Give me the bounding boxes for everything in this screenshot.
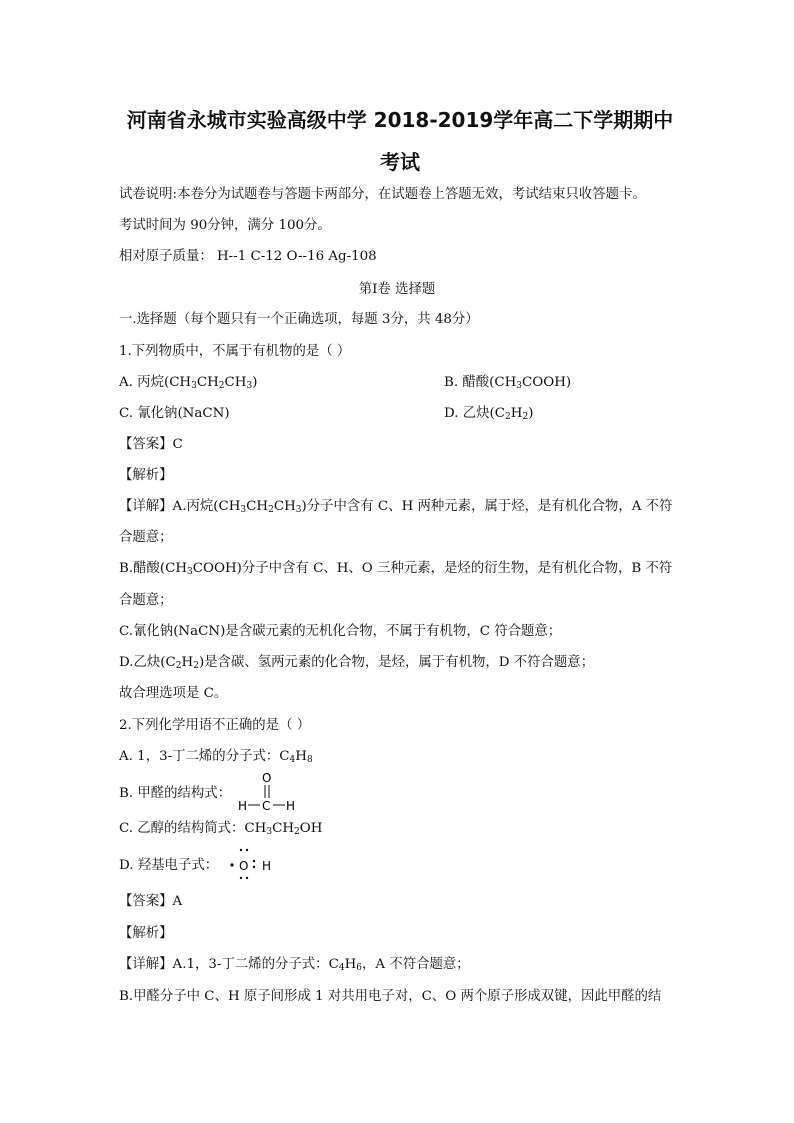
q1-detail-b-cont: 合题意； bbox=[119, 593, 173, 608]
q2-answer: 【答案】A bbox=[119, 894, 183, 909]
q1-detail-b: B.醋酸$(CH_3COOH)$分子中含有 C、H、O 三种元素，是烃的衍生物，是有机化合物，B 不符 bbox=[119, 561, 673, 577]
q1-option-a: A. 丙烷$(CH_3CH_2CH_3)$ bbox=[119, 375, 258, 391]
atomic-masses: 相对原子质量： H--1 C-12 O--16 Ag-108 bbox=[119, 249, 377, 264]
structure-hydrogen-left: H bbox=[238, 799, 248, 813]
section-heading: 一.选择题（每个题只有一个正确选项，每题 3分，共 48分） bbox=[119, 312, 479, 327]
hydroxyl-electron-structure bbox=[228, 846, 278, 882]
q2-detail-a: 【详解】A.1，3-丁二烯的分子式：$C_4H_6$，A 不符合题意； bbox=[119, 957, 470, 973]
q1-option-c: C. 氰化钠(NaCN) bbox=[119, 406, 230, 421]
q2-option-c: C. 乙醇的结构简式：$CH_3CH_2OH$ bbox=[119, 821, 323, 837]
structure-hydrogen-right: H bbox=[286, 799, 296, 813]
electron-hydrogen: H bbox=[262, 859, 272, 873]
exam-description: 试卷说明:本卷分为试题卷与答题卡两部分，在试题卷上答题无效，考试结束只收答题卡。 bbox=[119, 187, 646, 202]
q2-detail-b: B.甲醛分子中 C、H 原子间形成 1 对共用电子对，C、O 两个原子形成双键，因此甲醛的结 bbox=[119, 989, 662, 1004]
q1-conclusion: 故合理选项是 C。 bbox=[119, 686, 228, 701]
exam-time: 考试时间为 90分钟，满分 100分。 bbox=[119, 218, 331, 233]
q1-option-d: D. 乙炔$(C_2H_2)$ bbox=[444, 406, 534, 422]
electron-oxygen: O bbox=[239, 859, 249, 873]
document-title: 河南省永城市实验高级中学 2018-2019学年高二下学期期中 bbox=[126, 108, 674, 132]
q2-option-a: A. 1，3-丁二烯的分子式：$C_4H_8$ bbox=[119, 749, 313, 765]
formaldehyde-structure bbox=[236, 770, 296, 816]
q1-detail-a-cont: 合题意； bbox=[119, 530, 173, 545]
document-title-line2: 考试 bbox=[380, 150, 420, 174]
question-1-stem: 1.下列物质中，不属于有机物的是（ ） bbox=[119, 344, 351, 359]
q1-option-b: B. 醋酸$(CH_3COOH)$ bbox=[444, 375, 572, 391]
q1-answer: 【答案】C bbox=[119, 437, 183, 452]
question-2-stem: 2.下列化学用语不正确的是（ ） bbox=[119, 718, 311, 733]
q2-analysis-label: 【解析】 bbox=[119, 926, 173, 941]
q1-detail-a: 【详解】A.丙烷$(CH_3CH_2CH_3)$分子中含有 C、H 两种元素，属于烃，是有机化合物，A 不符 bbox=[119, 499, 673, 515]
part-heading: 第Ⅰ卷 选择题 bbox=[358, 282, 436, 297]
structure-carbon: C bbox=[262, 799, 271, 813]
q1-detail-d: D.乙炔$(C_2H_2)$是含碳、氢两元素的化合物，是烃，属于有机物，D 不符合题意； bbox=[119, 655, 595, 671]
structure-oxygen: O bbox=[262, 771, 272, 785]
q1-analysis-label: 【解析】 bbox=[119, 468, 173, 483]
q2-option-b: B. 甲醛的结构式： bbox=[119, 786, 232, 801]
q1-detail-c: C.氰化钠(NaCN)是含碳元素的无机化合物，不属于有机物，C 符合题意； bbox=[119, 624, 562, 639]
q2-option-d: D. 羟基电子式： bbox=[119, 858, 219, 873]
